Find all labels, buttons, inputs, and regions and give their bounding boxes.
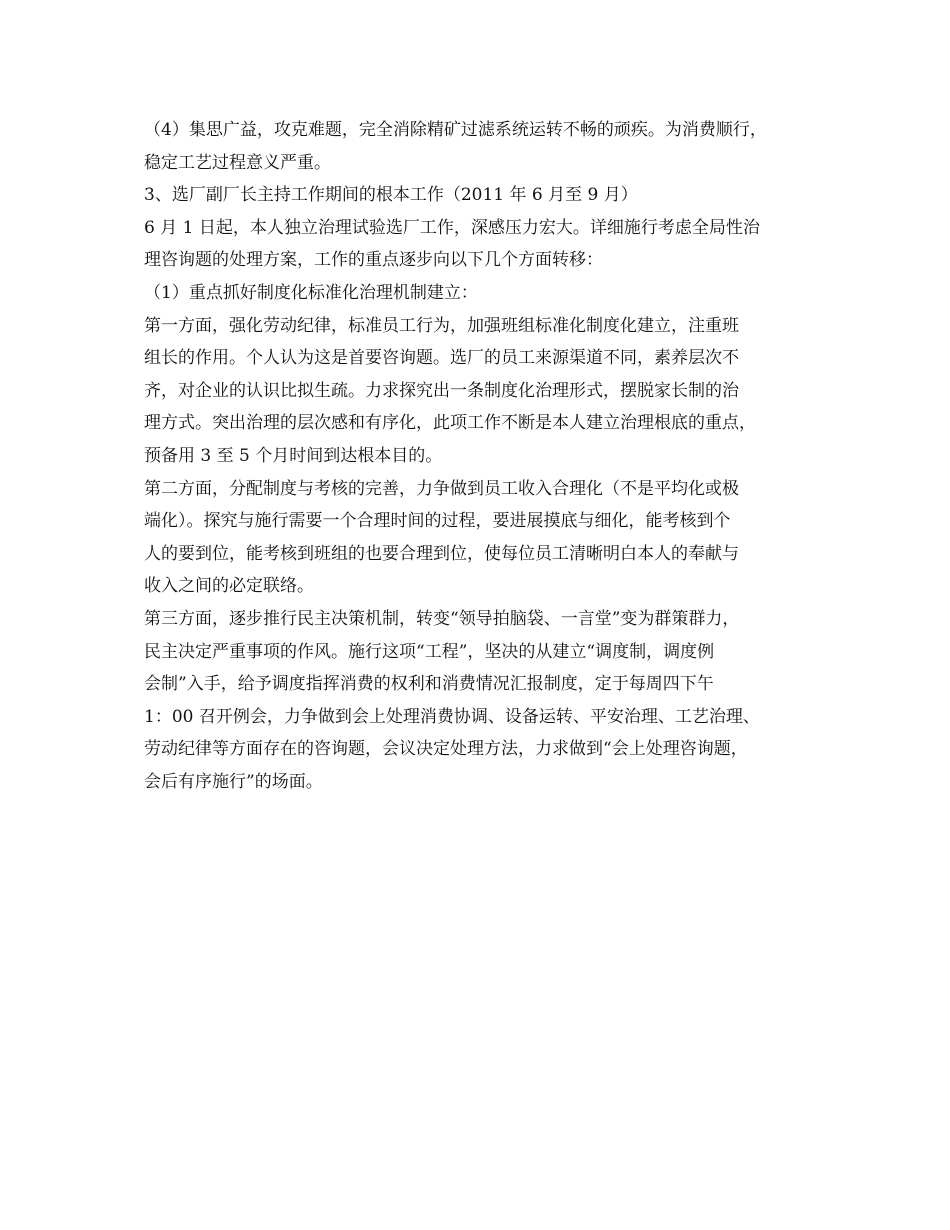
- text-line: 稳定工艺过程意义严重。: [144, 152, 331, 173]
- text-line: 理咨询题的处理方案，工作的重点逐步向以下几个方面转移：: [144, 250, 603, 271]
- text-line: 第三方面，逐步推行民主决策机制，转变“领导拍脑袋、一言堂”变为群策群力，: [144, 608, 740, 629]
- text-line: 1：00 召开例会，力争做到会上处理消费协调、设备运转、平安治理、工艺治理、: [144, 706, 760, 727]
- text-line: 第一方面，强化劳动纪律，标准员工行为，加强班组标准化制度化建立，注重班: [144, 315, 739, 336]
- subsection-heading: （1）重点抓好制度化标准化治理机制建立：: [144, 282, 478, 303]
- text-line: 人的要到位，能考核到班组的也要合理到位，使每位员工清晰明白本人的奉献与: [144, 543, 739, 564]
- text-line: 劳动纪律等方面存在的咨询题，会议决定处理方法，力求做到“会上处理咨询题，: [144, 739, 748, 760]
- text-line: 会后有序施行”的场面。: [144, 771, 323, 792]
- section-heading: 3、选厂副厂长主持工作期间的根本工作（2011 年 6 月至 9 月）: [144, 185, 638, 206]
- text-line: 收入之间的必定联络。: [144, 576, 314, 597]
- document-body: [144, 114, 824, 798]
- text-line: 组长的作用。个人认为这是首要咨询题。选厂的员工来源渠道不同，素养层次不: [144, 348, 739, 369]
- text-line: 预备用 3 至 5 个月时间到达根本目的。: [144, 445, 443, 466]
- text-line: 理方式。突出治理的层次感和有序化，此项工作不断是本人建立治理根底的重点，: [144, 413, 756, 434]
- text-line: 民主决定严重事项的作风。施行这项“工程”，坚决的从建立“调度制，调度例: [144, 641, 715, 662]
- text-line: 6 月 1 日起，本人独立治理试验选厂工作，深感压力宏大。详细施行考虑全局性治: [144, 217, 760, 238]
- text-line: （4）集思广益，攻克难题，完全消除精矿过滤系统运转不畅的顽疾。为消费顺行，: [144, 120, 767, 140]
- text-line: 第二方面，分配制度与考核的完善，力争做到员工收入合理化（不是平均化或极: [144, 478, 739, 499]
- text-line: 端化）。探究与施行需要一个合理时间的过程，要进展摸底与细化，能考核到个: [144, 511, 731, 532]
- text-line: 齐，对企业的认识比拟生疏。力求探究出一条制度化治理形式，摆脱家长制的治: [144, 380, 739, 401]
- text-line: 会制”入手，给予调度指挥消费的权利和消费情况汇报制度，定于每周四下午: [144, 674, 714, 695]
